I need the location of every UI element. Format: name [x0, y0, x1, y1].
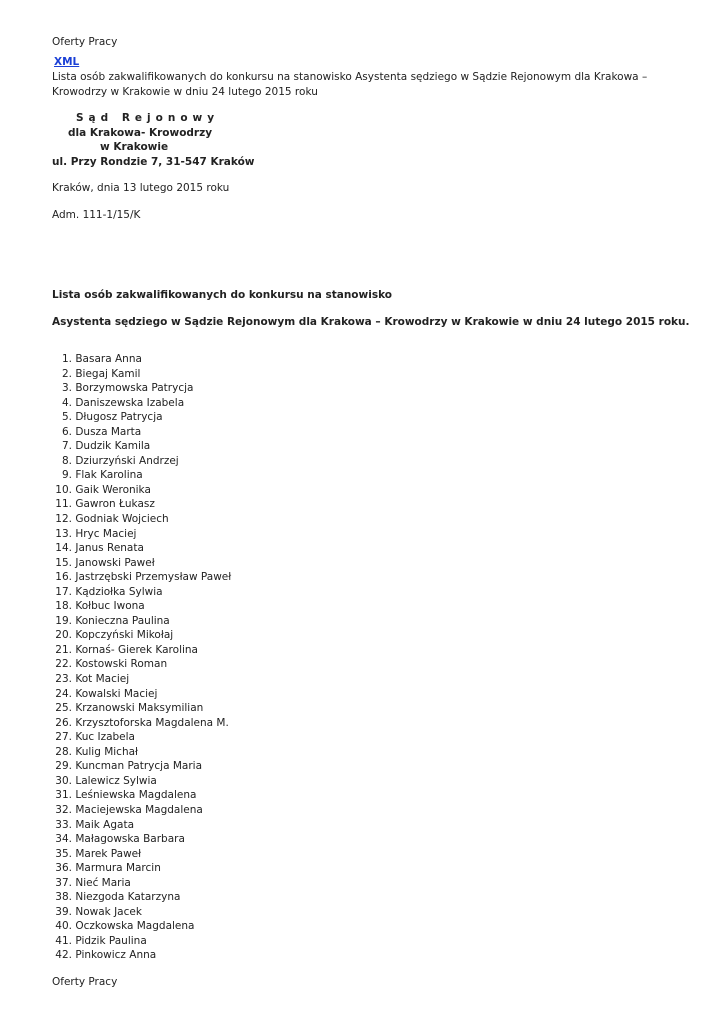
list-item-number: 3.: [61, 382, 72, 395]
list-item: [52, 832, 231, 847]
list-item: [52, 468, 231, 483]
list-item: [52, 454, 231, 469]
list-item-number: 8.: [61, 454, 72, 467]
court-location-line: w Krakowie: [100, 141, 169, 153]
list-item: [52, 396, 231, 411]
list-item-name: Marmura Marcin: [75, 862, 161, 875]
list-item-name: Maik Agata: [75, 818, 135, 831]
list-item: [52, 905, 231, 920]
court-city-line: dla Krakowa- Krowodrzy: [68, 126, 213, 139]
list-item-name: Gawron Łukasz: [75, 498, 155, 511]
list-item-name: Maciejewska Magdalena: [75, 803, 203, 816]
list-item: [52, 497, 231, 512]
list-item-name: Kołbuc Iwona: [75, 600, 145, 613]
list-item: [52, 803, 231, 818]
list-item-name: Oczkowska Magdalena: [75, 920, 195, 933]
list-item-number: 20.: [55, 629, 72, 642]
list-item-name: Kądziołka Sylwia: [75, 585, 163, 598]
list-item-number: 30.: [55, 774, 72, 787]
court-street-line: ul. Przy Rondzie 7, 31-547 Kraków: [52, 155, 255, 168]
court-address-block: [52, 111, 255, 169]
list-item: [52, 818, 231, 833]
list-item-number: 5.: [61, 411, 72, 424]
list-item-name: Leśniewska Magdalena: [75, 789, 197, 802]
list-item-name: Kuncman Patrycja Maria: [75, 760, 203, 773]
list-item-number: 26.: [55, 716, 72, 729]
list-item-number: 41.: [55, 934, 72, 947]
document-date: Kraków, dnia 13 lutego 2015 roku: [52, 182, 230, 194]
reference-number: Adm. 111-1/15/K: [52, 209, 141, 221]
list-item: [52, 934, 231, 949]
list-item-name: Marek Paweł: [75, 847, 142, 860]
list-item-name: Pidzik Paulina: [75, 934, 147, 947]
list-item: [52, 890, 231, 905]
list-item-name: Nieć Maria: [75, 876, 131, 889]
list-item-name: Basara Anna: [75, 353, 142, 365]
list-item-name: Długosz Patrycja: [75, 411, 163, 424]
list-item: [52, 367, 231, 382]
list-item-number: 7.: [61, 440, 72, 453]
list-item-number: 10.: [55, 483, 72, 496]
list-item-number: 21.: [55, 643, 72, 656]
list-item-number: 32.: [55, 803, 72, 816]
list-item-number: 36.: [55, 862, 72, 875]
list-item: [52, 556, 231, 571]
list-item-name: Biegaj Kamil: [75, 367, 141, 380]
list-item-number: 42.: [55, 949, 72, 962]
list-item-number: 17.: [55, 585, 72, 598]
list-item: [52, 657, 231, 672]
list-item-name: Borzymowska Patrycja: [75, 382, 194, 395]
list-item-name: Kulig Michał: [75, 745, 139, 758]
list-item-number: 40.: [55, 920, 72, 933]
list-item-name: Godniak Wojciech: [75, 513, 169, 526]
list-item: [52, 716, 231, 731]
list-item-number: 38.: [55, 891, 72, 904]
list-item: [52, 381, 231, 396]
list-item-number: 18.: [55, 600, 72, 613]
list-item-number: 19.: [55, 614, 72, 627]
list-item-number: 12.: [55, 513, 72, 526]
list-item-name: Kopczyński Mikołaj: [75, 629, 174, 642]
list-item: [52, 759, 231, 774]
list-item: [52, 527, 231, 542]
list-item-number: 2.: [61, 367, 72, 380]
list-item-name: Nowak Jacek: [75, 905, 142, 918]
xml-link[interactable]: XML: [54, 56, 80, 68]
list-item: [52, 541, 231, 556]
list-item-number: 34.: [55, 833, 72, 846]
list-item-name: Krzysztoforska Magdalena M.: [75, 716, 229, 729]
list-item-number: 39.: [55, 905, 72, 918]
list-item-name: Konieczna Paulina: [75, 614, 170, 627]
list-item-name: Daniszewska Izabela: [75, 396, 185, 409]
list-item-name: Janowski Paweł: [75, 556, 155, 569]
list-item-number: 23.: [55, 673, 72, 686]
list-item-number: 1.: [61, 353, 72, 365]
list-item-name: Dusza Marta: [75, 425, 142, 438]
list-item: [52, 847, 231, 862]
list-item-number: 4.: [61, 396, 72, 409]
list-item-name: Krzanowski Maksymilian: [75, 702, 204, 715]
list-item: [52, 570, 231, 585]
list-item: [52, 599, 231, 614]
list-item-number: 37.: [55, 876, 72, 889]
list-item-number: 11.: [55, 498, 72, 511]
list-item-name: Małagowska Barbara: [75, 833, 185, 846]
list-item-number: 6.: [61, 425, 72, 438]
list-item-name: Kuc Izabela: [75, 731, 135, 744]
list-item: [52, 410, 231, 425]
list-item-name: Kostowski Roman: [75, 658, 168, 671]
list-item-number: 14.: [55, 542, 72, 555]
list-item: [52, 948, 231, 963]
list-item-name: Dudzik Kamila: [75, 440, 151, 453]
list-item-number: 28.: [55, 745, 72, 758]
list-item-number: 22.: [55, 658, 72, 671]
list-item-name: Kowalski Maciej: [75, 687, 158, 700]
list-item-number: 27.: [55, 731, 72, 744]
list-item: [52, 672, 231, 687]
list-item: [52, 730, 231, 745]
list-item: [52, 745, 231, 760]
list-item: [52, 614, 231, 629]
list-item: [52, 687, 231, 702]
list-item-name: Flak Karolina: [75, 469, 143, 482]
list-subheading: Asystenta sędziego w Sądzie Rejonowym dla Krakowa – Krowodrzy w Krakowie w dniu 24 lutego 2015 roku.: [52, 316, 690, 328]
list-item-name: Jastrzębski Przemysław Paweł: [75, 571, 232, 584]
list-item-number: 15.: [55, 556, 72, 569]
list-item: [52, 861, 231, 876]
list-item-name: Hryc Maciej: [75, 527, 137, 540]
list-item: [52, 439, 231, 454]
list-item-number: 31.: [55, 789, 72, 802]
list-item-number: 25.: [55, 702, 72, 715]
list-item-name: Niezgoda Katarzyna: [75, 891, 181, 904]
list-item: [52, 425, 231, 440]
list-heading: Lista osób zakwalifikowanych do konkursu na stanowisko: [52, 289, 392, 301]
candidate-list: [52, 352, 231, 963]
list-item: [52, 352, 231, 367]
court-name-line: Sąd Rejonowy: [76, 112, 220, 124]
list-item-number: 24.: [55, 687, 72, 700]
list-item: [52, 788, 231, 803]
list-item-number: 29.: [55, 760, 72, 773]
list-item-name: Dziurzyński Andrzej: [75, 454, 179, 467]
list-item: [52, 512, 231, 527]
list-item: [52, 701, 231, 716]
list-item-number: 35.: [55, 847, 72, 860]
footer-label: Oferty Pracy: [52, 976, 118, 988]
list-item-name: Gaik Weronika: [75, 483, 151, 496]
list-item-name: Pinkowicz Anna: [75, 949, 157, 962]
list-item-number: 16.: [55, 571, 72, 584]
list-item-name: Kornaś- Gierek Karolina: [75, 643, 198, 656]
list-item: [52, 628, 231, 643]
intro-text: Lista osób zakwalifikowanych do konkursu na stanowisko Asystenta sędziego w Sądzie Rejonowym dla Krakowa – Krowodrzy w Krakowie w dniu 24 lutego 2015 roku: [52, 71, 648, 98]
list-item: [52, 919, 231, 934]
list-item-number: 13.: [55, 527, 72, 540]
list-item-name: Lalewicz Sylwia: [75, 774, 157, 787]
list-item-number: 9.: [61, 469, 72, 482]
list-item: [52, 876, 231, 891]
list-item-name: Kot Maciej: [75, 673, 130, 686]
header-label: Oferty Pracy: [52, 36, 118, 48]
list-item: [52, 483, 231, 498]
list-item: [52, 643, 231, 658]
list-item-number: 33.: [55, 818, 72, 831]
list-item: [52, 585, 231, 600]
list-item: [52, 774, 231, 789]
list-item-name: Janus Renata: [75, 542, 144, 555]
